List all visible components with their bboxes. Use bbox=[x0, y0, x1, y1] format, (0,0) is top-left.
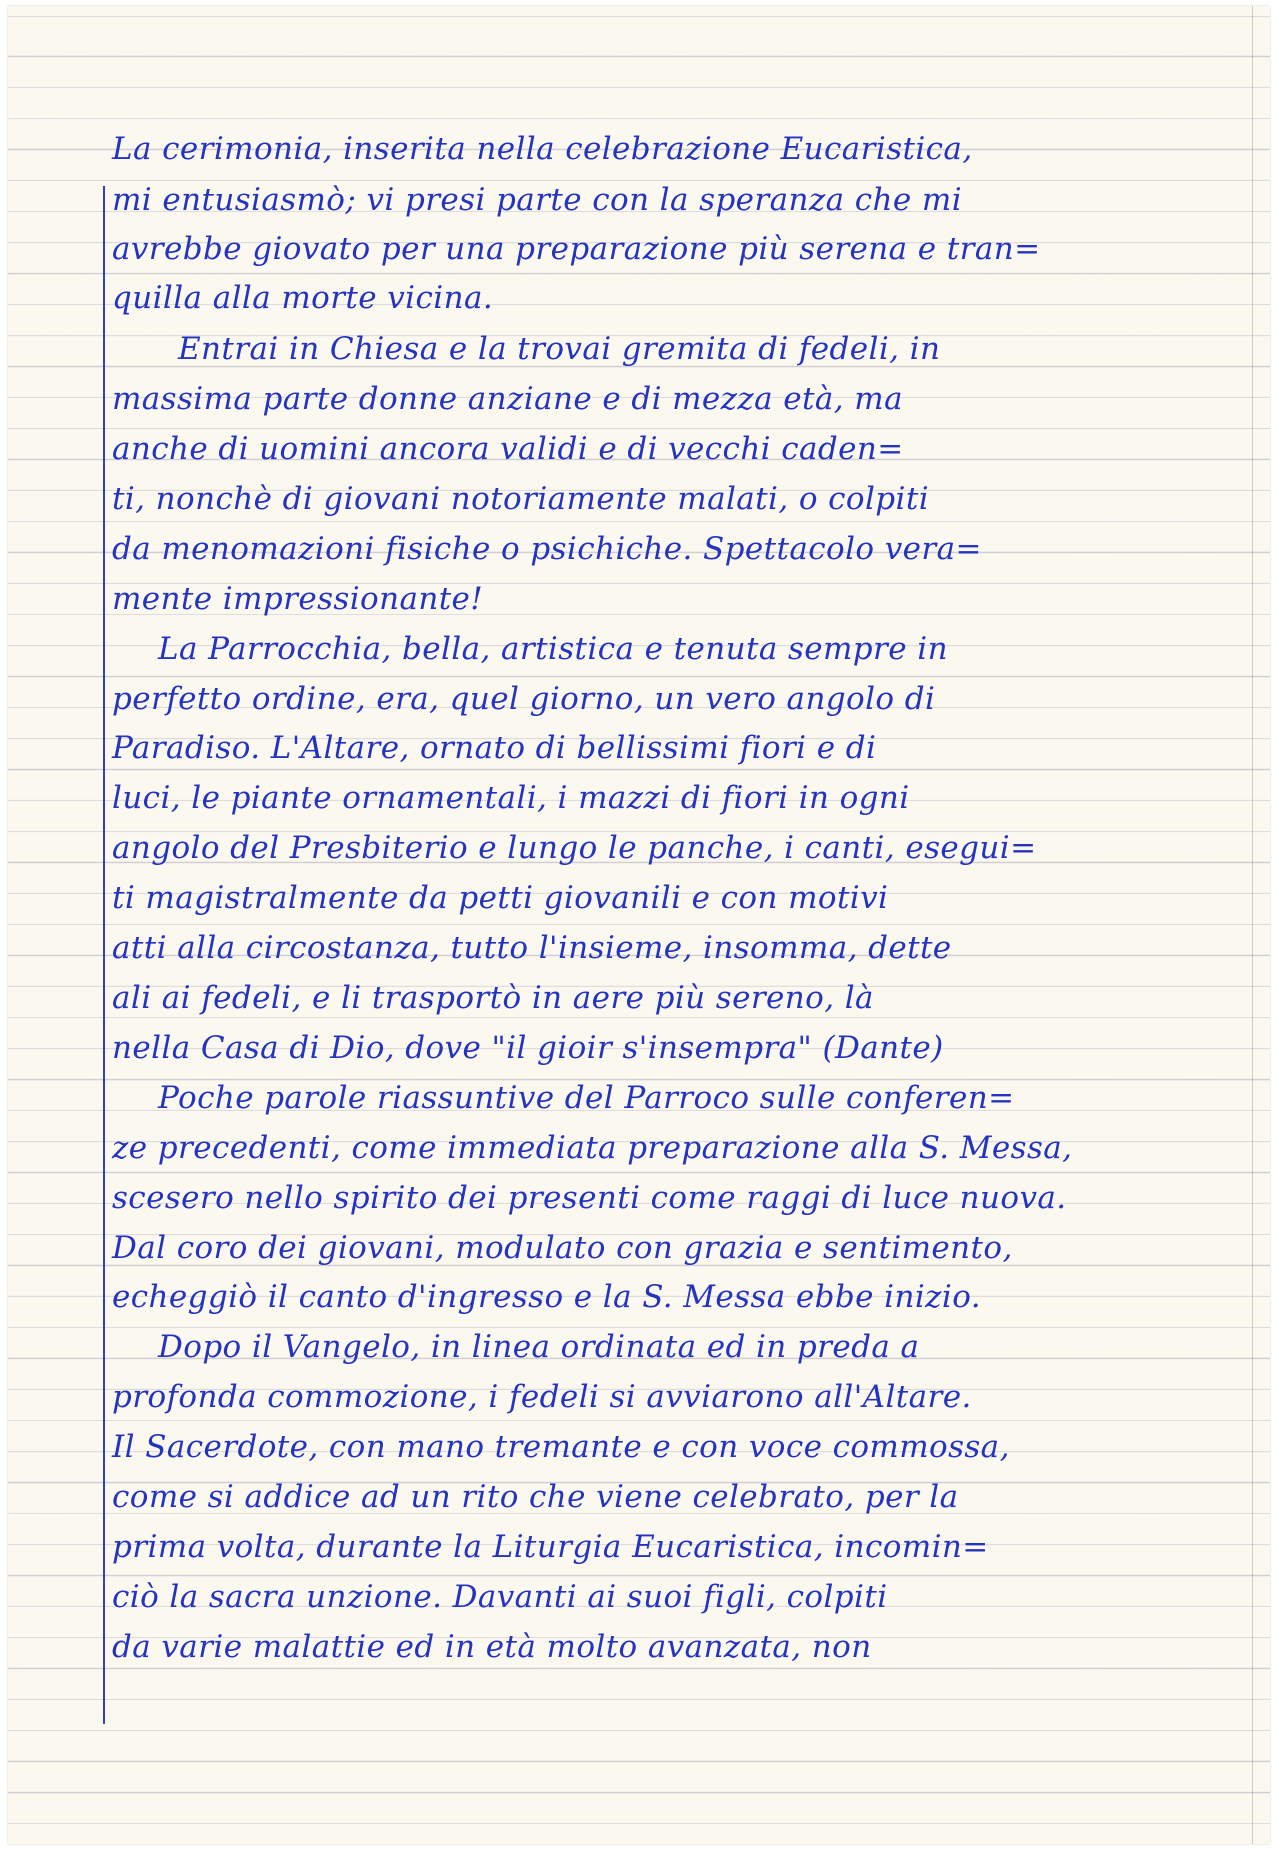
text-line: atti alla circostanza, tutto l'insieme, insomma, dette bbox=[112, 930, 952, 966]
text-line: da varie malattie ed in età molto avanzata, non bbox=[112, 1629, 872, 1665]
text-line: mi entusiasmò; vi presi parte con la speranza che mi bbox=[112, 182, 963, 218]
text-line: profonda commozione, i fedeli si avviarono all'Altare. bbox=[112, 1379, 972, 1415]
text-line: Poche parole riassuntive del Parroco sulle conferen= bbox=[158, 1080, 1015, 1116]
text-line: ti magistralmente da petti giovanili e con motivi bbox=[112, 880, 889, 916]
text-line: scesero nello spirito dei presenti come raggi di luce nuova. bbox=[112, 1180, 1067, 1216]
text-line: Paradiso. L'Altare, ornato di bellissimi fiori e di bbox=[112, 730, 877, 766]
text-line: anche di uomini ancora validi e di vecchi caden= bbox=[112, 431, 904, 467]
text-line: quilla alla morte vicina. bbox=[112, 280, 494, 316]
text-line: massima parte donne anziane e di mezza età, ma bbox=[112, 381, 903, 417]
text-line: La Parrocchia, bella, artistica e tenuta sempre in bbox=[158, 631, 948, 667]
text-line: luci, le piante ornamentali, i mazzi di fiori in ogni bbox=[112, 780, 910, 816]
text-line: come si addice ad un rito che viene celebrato, per la bbox=[112, 1479, 959, 1515]
text-line: prima volta, durante la Liturgia Eucaristica, incomin= bbox=[112, 1529, 989, 1565]
text-line: avrebbe giovato per una preparazione più serena e tran= bbox=[112, 231, 1041, 267]
text-line: nella Casa di Dio, dove "il gioir s'insempra" (Dante) bbox=[112, 1030, 944, 1066]
text-line: perfetto ordine, era, quel giorno, un vero angolo di bbox=[112, 681, 936, 717]
text-line: Entrai in Chiesa e la trovai gremita di fedeli, in bbox=[178, 331, 941, 367]
text-line: Dopo il Vangelo, in linea ordinata ed in preda a bbox=[158, 1329, 920, 1365]
text-line: mente impressionante! bbox=[112, 581, 484, 617]
text-line: La cerimonia, inserita nella celebrazione Eucaristica, bbox=[112, 131, 973, 167]
text-line: ze precedenti, come immediata preparazione alla S. Messa, bbox=[112, 1130, 1073, 1166]
text-line: echeggiò il canto d'ingresso e la S. Messa ebbe inizio. bbox=[112, 1279, 981, 1315]
text-line: da menomazioni fisiche o psichiche. Spettacolo vera= bbox=[112, 531, 982, 567]
text-line: Dal coro dei giovani, modulato con grazia e sentimento, bbox=[112, 1230, 1013, 1266]
text-line: ciò la sacra unzione. Davanti ai suoi figli, colpiti bbox=[112, 1579, 888, 1615]
text-line: Il Sacerdote, con mano tremante e con voce commossa, bbox=[112, 1429, 1010, 1465]
text-line: angolo del Presbiterio e lungo le panche, i canti, esegui= bbox=[112, 830, 1037, 866]
text-line: ti, nonchè di giovani notoriamente malati, o colpiti bbox=[112, 481, 930, 517]
text-line: ali ai fedeli, e li trasportò in aere più sereno, là bbox=[112, 980, 874, 1016]
